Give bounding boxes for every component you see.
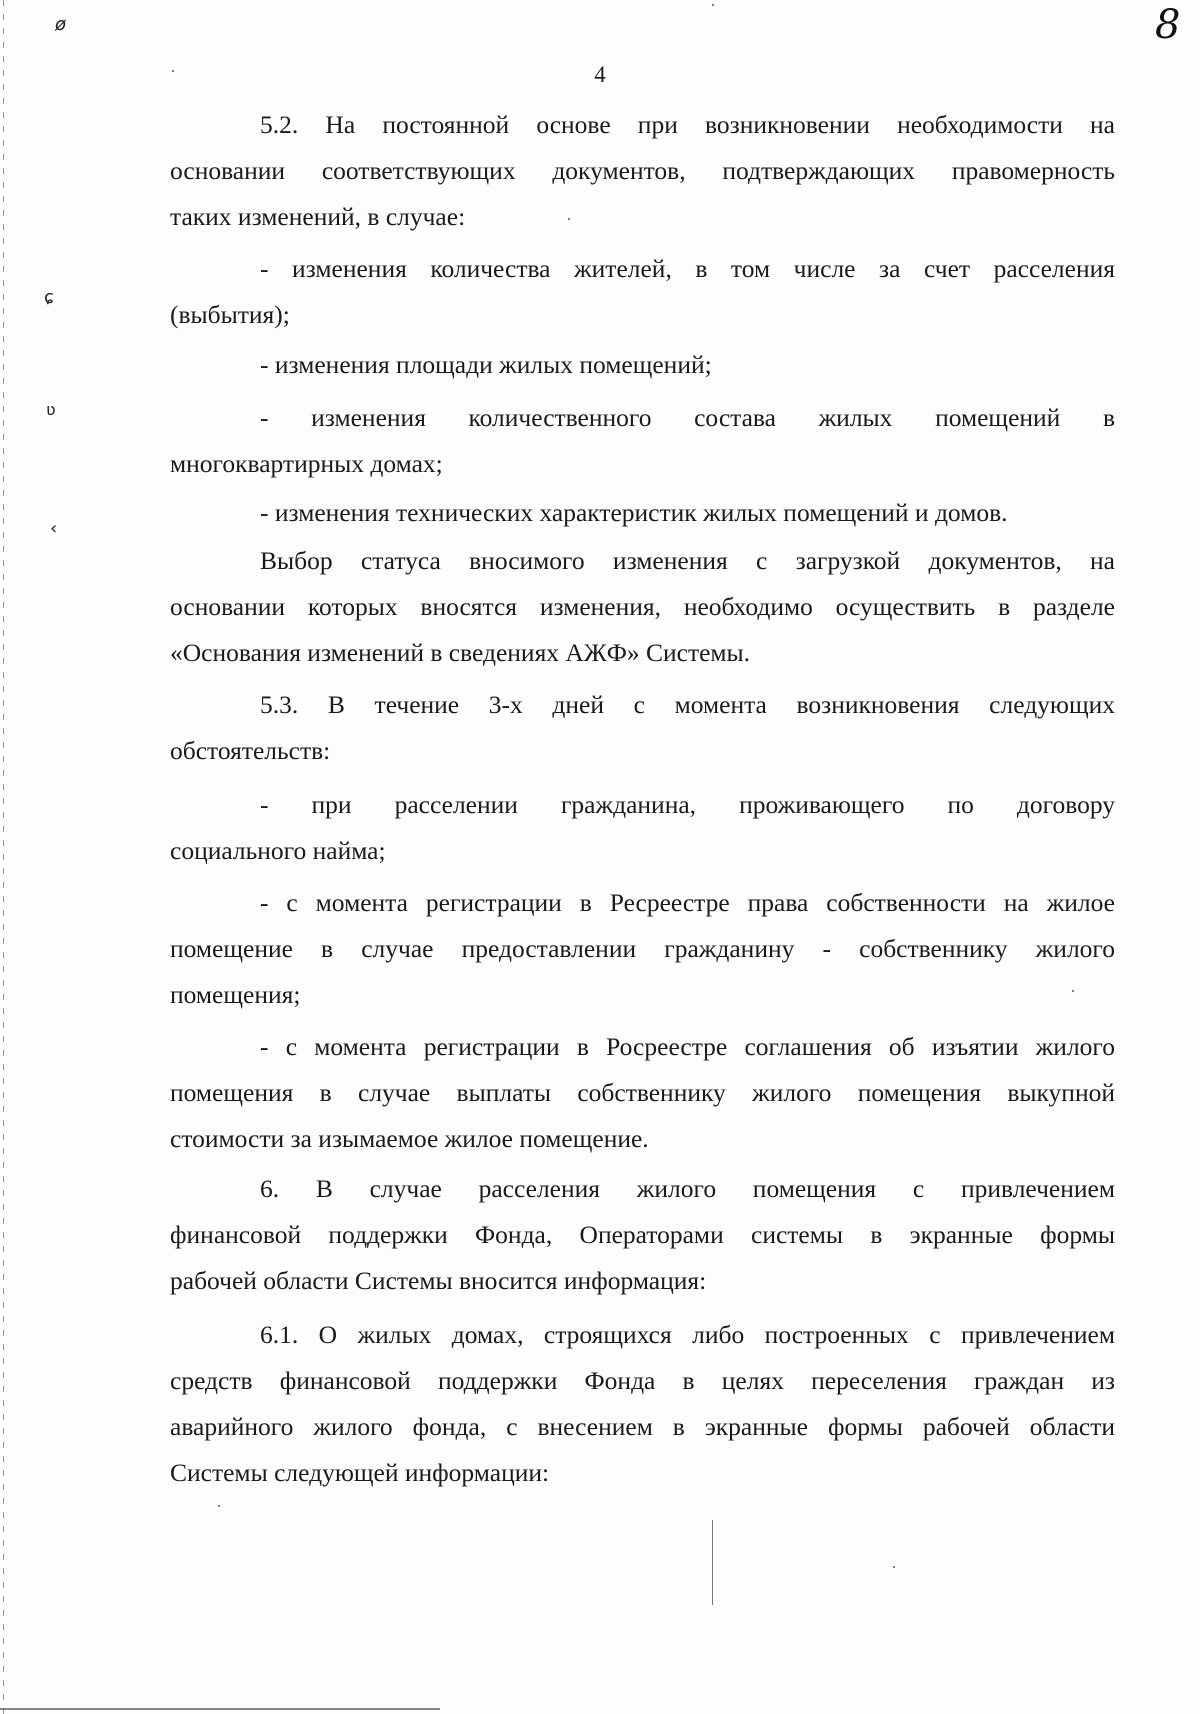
text-line: таких изменений, в случае: [170,202,466,231]
list-item-seizure-agreement [170,1024,1115,1162]
handwritten-sheet-number: 8 [1155,2,1181,48]
scan-mark-left-1: ɕ [44,287,54,308]
text-line: - изменения площади жилых помещений; [260,350,712,379]
list-item-social-rent [170,782,1115,874]
scan-speck [712,4,714,6]
text-line: «Основания изменений в сведениях АЖФ» Системы. [170,638,751,667]
list-item-composition [170,395,1115,487]
text-line: 6.1. О жилых домах, строящихся либо построенных с привлечением [260,1320,1115,1349]
text-line: основании которых вносятся изменения, необходимо осуществить в разделе [170,592,1115,621]
text-line: 5.3. В течение 3-х дней с момента возникновения следующих [260,690,1115,719]
text-line: - при расселении гражданина, проживающего по договору [260,790,1115,819]
scan-vertical-mark [712,1520,713,1605]
list-item-ownership-registration [170,880,1115,1018]
list-item-area [170,342,1115,388]
text-line: помещения в случае выплаты собственнику жилого помещения выкупной [170,1078,1115,1107]
paragraph-6-1 [170,1312,1115,1496]
text-line: обстоятельств: [170,736,331,765]
scan-mark-top-left: ø [55,14,67,35]
text-line: основании соответствующих документов, подтверждающих правомерность [170,156,1115,185]
scan-speck [893,1566,895,1568]
text-line: средств финансовой поддержки Фонда в целях переселения граждан из [170,1366,1115,1395]
text-line: помещение в случае предоставлении гражданину - собственнику жилого [170,934,1115,963]
text-line: - изменения количества жителей, в том числе за счет расселения [260,254,1115,283]
scan-bottom-line [0,1708,440,1710]
text-line: финансовой поддержки Фонда, Операторами системы в экранные формы [170,1220,1115,1249]
page-number: 4 [594,62,606,87]
list-item-residents [170,246,1115,338]
paragraph-5-2 [170,102,1115,240]
text-line: аварийного жилого фонда, с внесением в экранные формы рабочей области [170,1412,1115,1441]
text-line: многоквартирных домах; [170,449,443,478]
scan-edge-line [3,0,4,1714]
scan-speck [218,1505,220,1507]
paragraph-6 [170,1166,1115,1304]
text-line: - изменения количественного состава жилых помещений в [260,403,1115,432]
scan-mark-left-3: ‹ [50,518,58,539]
text-line: 5.2. На постоянной основе при возникновении необходимости на [260,110,1115,139]
text-line: Выбор статуса вносимого изменения с загрузкой документов, на [260,546,1115,575]
list-item-technical [170,490,1115,536]
text-line: помещения; [170,980,301,1009]
paragraph-status-choice [170,538,1115,676]
text-line: - с момента регистрации в Ресреестре права собственности на жилое [260,888,1115,917]
text-line: - изменения технических характеристик жилых помещений и домов. [260,498,1008,527]
text-line: стоимости за изымаемое жилое помещение. [170,1124,649,1153]
scan-mark-left-2: ʋ [46,400,56,419]
text-line: социального найма; [170,836,386,865]
paragraph-5-3 [170,682,1115,774]
text-line: (выбытия); [170,300,290,329]
text-line: - с момента регистрации в Росреестре соглашения об изъятии жилого [260,1032,1115,1061]
text-line: 6. В случае расселения жилого помещения с привлечением [260,1174,1115,1203]
text-line: рабочей области Системы вносится информация: [170,1266,707,1295]
text-line: Системы следующей информации: [170,1458,550,1487]
